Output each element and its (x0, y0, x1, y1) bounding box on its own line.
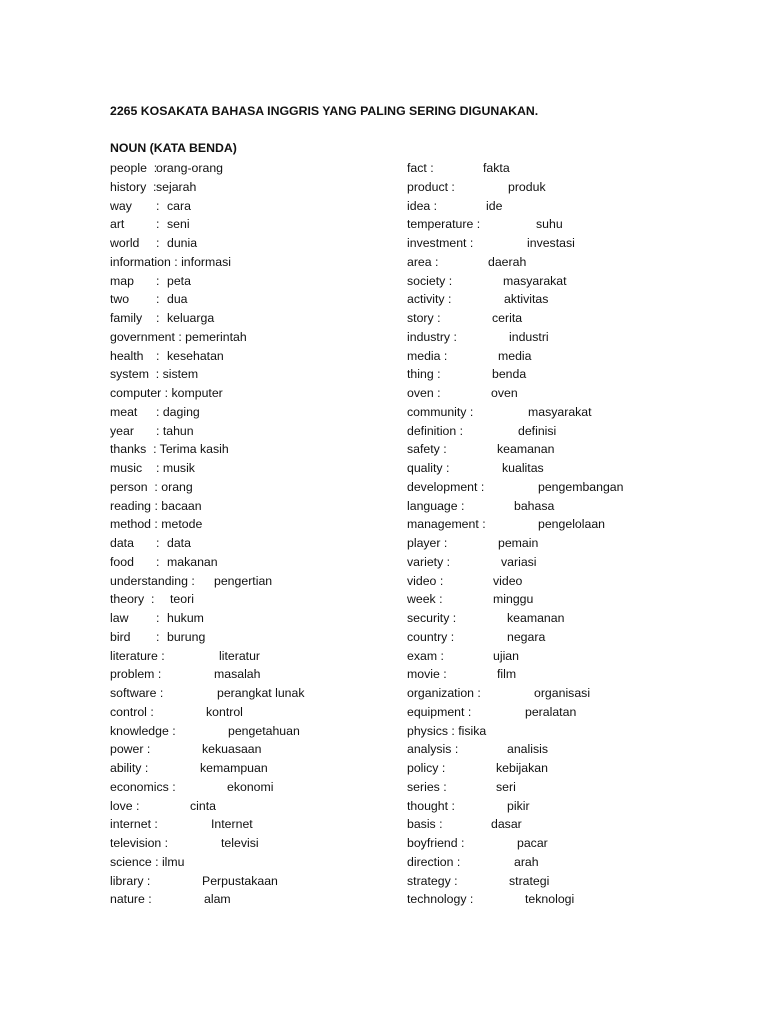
vocab-term: video : (407, 573, 444, 588)
vocab-meaning: peralatan (525, 704, 577, 719)
vocab-term: player : (407, 536, 448, 550)
vocab-separator: : musik (156, 461, 195, 475)
vocab-term: food (110, 554, 134, 569)
vocab-term: family (110, 311, 143, 325)
vocab-meaning: pemain (498, 536, 539, 550)
vocab-term: information : informasi (110, 254, 231, 269)
vocab-term: software : (110, 686, 164, 700)
vocab-meaning: video (493, 573, 523, 588)
vocab-meaning: dasar (491, 817, 522, 832)
vocab-term: thanks : Terima kasih (110, 442, 229, 457)
vocab-meaning: kontrol (206, 704, 243, 719)
vocab-separator: : (156, 198, 160, 213)
vocab-term: understanding : (110, 573, 195, 588)
vocab-term: people : (110, 161, 158, 175)
vocab-term: two (110, 292, 130, 307)
vocab-meaning: Internet (211, 817, 253, 832)
vocab-term: love : (110, 798, 140, 813)
vocab-meaning: analisis (507, 742, 549, 757)
vocab-term: map (110, 273, 134, 288)
vocab-meaning: makanan (167, 554, 218, 569)
vocab-meaning: definisi (518, 423, 557, 438)
vocab-meaning: industri (509, 329, 549, 344)
vocab-separator: : daging (156, 404, 200, 419)
vocab-term: basis : (407, 817, 443, 832)
vocab-term: variety : (407, 554, 451, 569)
vocab-meaning: film (497, 667, 517, 682)
vocab-meaning: daerah (488, 254, 527, 269)
vocab-term: equipment : (407, 704, 472, 719)
vocab-meaning: variasi (501, 554, 537, 569)
vocab-term: power : (110, 742, 151, 757)
vocab-term: way (110, 198, 132, 213)
vocab-term: boyfriend : (407, 836, 465, 850)
vocab-meaning: pengetahuan (228, 723, 300, 738)
vocab-separator: : (156, 273, 160, 288)
vocab-term: area : (407, 254, 439, 269)
vocab-term: industry : (407, 329, 457, 344)
vocab-meaning: investasi (527, 236, 575, 250)
vocab-term: analysis : (407, 742, 459, 757)
vocab-term: bird (110, 629, 131, 644)
vocab-term: reading : bacaan (110, 498, 202, 513)
vocab-meaning: bahasa (514, 498, 555, 513)
vocab-meaning: hukum (167, 611, 204, 625)
vocab-meaning: masyarakat (503, 273, 567, 288)
vocab-meaning: kekuasaan (202, 742, 262, 757)
vocab-term: method : metode (110, 517, 203, 532)
vocab-term: technology : (407, 892, 474, 907)
vocab-meaning: teknologi (525, 892, 575, 907)
vocab-meaning: pikir (507, 798, 530, 813)
vocab-term: oven : (407, 386, 441, 400)
vocab-term: story : (407, 311, 441, 325)
vocab-meaning: kualitas (502, 461, 544, 475)
vocab-term: world (110, 236, 140, 250)
vocab-meaning: media (498, 348, 532, 363)
vocab-meaning: dua (167, 292, 188, 307)
vocab-term: library : (110, 873, 151, 888)
vocab-term: management : (407, 517, 486, 532)
vocab-separator: : (156, 536, 160, 550)
vocab-meaning: dunia (167, 236, 198, 250)
vocab-term: science : ilmu (110, 854, 185, 869)
vocab-meaning: sejarah (156, 179, 197, 194)
vocab-term: economics : (110, 779, 176, 794)
vocab-meaning: organisasi (534, 686, 591, 700)
vocab-term: history : (110, 179, 157, 194)
vocab-separator: : (156, 311, 160, 325)
vocab-meaning: strategi (509, 873, 550, 888)
vocab-term: society : (407, 273, 453, 288)
vocab-separator: : tahun (156, 423, 194, 438)
vocab-meaning: seni (167, 217, 190, 232)
vocab-term: country : (407, 629, 455, 644)
vocab-term: nature : (110, 892, 152, 907)
vocab-meaning: benda (492, 367, 527, 382)
vocab-meaning: keluarga (167, 311, 215, 325)
vocab-separator: : (156, 292, 160, 307)
vocab-term: definition : (407, 423, 464, 438)
vocab-meaning: keamanan (497, 442, 555, 457)
vocab-term: fact : (407, 161, 434, 175)
vocab-term: problem : (110, 667, 162, 682)
vocab-meaning: peta (167, 273, 191, 288)
vocab-term: art (110, 217, 125, 232)
vocab-meaning: perangkat lunak (217, 686, 305, 700)
vocab-term: idea : (407, 198, 438, 213)
vocab-separator: : (156, 348, 160, 363)
vocab-separator: : (156, 236, 160, 250)
vocab-meaning: kemampuan (200, 761, 268, 775)
vocab-term: government : pemerintah (110, 329, 247, 344)
vocab-meaning: ekonomi (227, 779, 274, 794)
vocab-separator: : (156, 629, 160, 644)
vocab-meaning: orang-orang (156, 161, 223, 175)
vocab-meaning: kesehatan (167, 348, 224, 363)
vocab-term: development : (407, 479, 485, 494)
vocab-meaning: alam (204, 892, 231, 907)
vocab-meaning: ide (486, 198, 503, 213)
vocab-term: temperature : (407, 217, 481, 232)
vocab-meaning: literatur (219, 648, 261, 663)
vocab-meaning: masalah (214, 667, 261, 682)
vocab-term: law (110, 611, 129, 625)
vocab-term: direction : (407, 854, 461, 869)
vocab-meaning: burung (167, 629, 206, 644)
vocab-term: community : (407, 404, 474, 419)
vocab-meaning: arah (514, 854, 539, 869)
vocab-term: television : (110, 836, 169, 850)
vocab-term: activity : (407, 292, 452, 307)
vocab-meaning: keamanan (507, 611, 565, 625)
vocab-meaning: pengelolaan (538, 517, 606, 532)
vocab-meaning: produk (508, 179, 546, 194)
vocab-term: thought : (407, 798, 455, 813)
vocab-term: internet : (110, 817, 158, 832)
vocab-meaning: seri (496, 779, 516, 794)
vocab-term: person : orang (110, 479, 193, 494)
vocab-separator: : (156, 554, 160, 569)
vocab-term: safety : (407, 442, 447, 457)
vocab-term: year (110, 423, 134, 438)
vocab-term: data (110, 536, 134, 550)
vocab-term: series : (407, 779, 447, 794)
vocab-term: thing : (407, 367, 441, 382)
vocab-term: physics : fisika (407, 723, 487, 738)
vocab-meaning: data (167, 536, 191, 550)
vocab-term: ability : (110, 761, 149, 775)
vocab-meaning: cara (167, 198, 191, 213)
vocab-meaning: Perpustakaan (202, 873, 278, 888)
vocab-meaning: oven (491, 386, 518, 400)
vocab-meaning: cinta (190, 798, 216, 813)
vocab-meaning: kebijakan (496, 761, 548, 775)
vocab-meaning: televisi (221, 836, 259, 850)
vocab-term: system : sistem (110, 367, 199, 382)
vocab-term: health (110, 348, 144, 363)
vocab-separator: : (156, 611, 160, 625)
section-heading: NOUN (KATA BENDA) (110, 141, 237, 155)
vocab-meaning: pacar (517, 836, 548, 850)
vocab-meaning: fakta (483, 161, 510, 175)
vocab-meaning: aktivitas (504, 292, 549, 307)
vocab-term: movie : (407, 667, 447, 682)
vocab-meaning: pengertian (214, 573, 273, 588)
vocab-term: product : (407, 179, 455, 194)
vocab-term: theory : (110, 592, 155, 607)
vocab-term: knowledge : (110, 723, 176, 738)
vocab-term: organization : (407, 686, 481, 700)
vocab-term: control : (110, 704, 154, 719)
vocab-term: strategy : (407, 873, 458, 888)
vocab-term: week : (407, 592, 443, 607)
vocab-term: quality : (407, 461, 450, 475)
vocab-meaning: teori (170, 592, 194, 607)
vocab-meaning: ujian (493, 648, 519, 663)
vocab-term: policy : (407, 761, 446, 775)
vocab-meaning: suhu (536, 217, 563, 232)
vocab-term: investment : (407, 236, 474, 250)
vocab-term: exam : (407, 648, 444, 663)
vocab-term: security : (407, 611, 457, 625)
vocab-separator: : (156, 217, 160, 232)
vocab-term: literature : (110, 648, 165, 663)
vocab-meaning: cerita (492, 311, 523, 325)
vocab-term: music (110, 461, 143, 475)
vocab-term: computer : komputer (110, 386, 223, 400)
vocab-meaning: pengembangan (538, 479, 624, 494)
vocab-term: language : (407, 498, 465, 513)
vocab-term: meat (110, 404, 138, 419)
vocab-meaning: masyarakat (528, 404, 592, 419)
document-title: 2265 KOSAKATA BAHASA INGGRIS YANG PALING SERING DIGUNAKAN. (110, 104, 539, 118)
vocab-meaning: negara (507, 629, 546, 644)
vocab-meaning: minggu (493, 592, 534, 607)
vocab-term: media : (407, 348, 448, 363)
